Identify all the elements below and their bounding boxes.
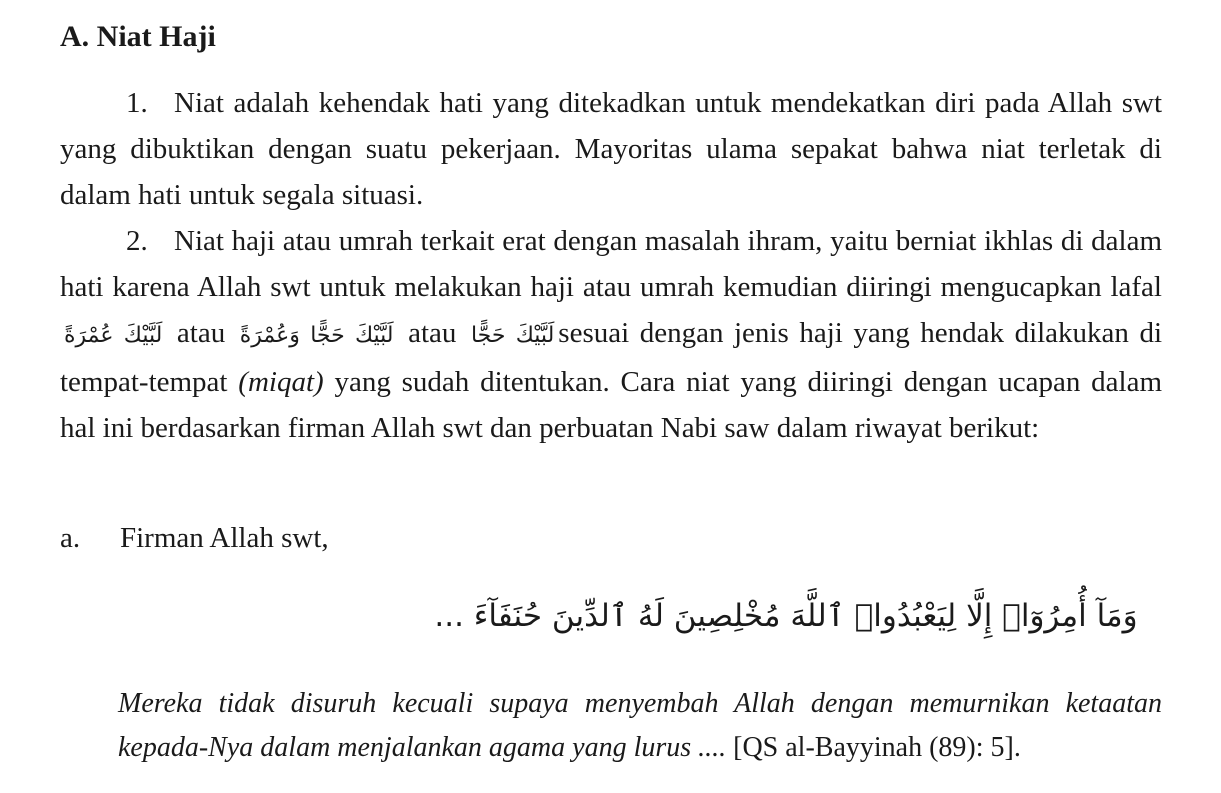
conjunction-2: atau [408,317,457,349]
paragraph-2-text-a: Niat haji atau umrah terkait erat dengan masalah ihram, yaitu berniat ikhlas di dalam hati karena Allah swt untuk melakukan haji atau umrah kemudian diiringi mengucapkan lafal [60,225,1162,303]
subpoint-a [60,522,329,555]
verse-translation [118,682,1162,770]
miqat-term: (miqat) [238,366,324,398]
subpoint-a-text: Firman Allah swt, [120,522,329,554]
paragraph-2-number: 2. [126,225,148,257]
paragraph-1 [60,80,1162,218]
paragraph-2-text-b: sesuai dengan jenis haji yang hendak dilakukan di tempat-tempat [60,317,1163,398]
subpoint-a-letter: a. [60,522,81,554]
translation-text: Mereka tidak disuruh kecuali supaya menyembah Allah dengan memurnikan ketaatan kepada-Nya dalam menjalankan agama yang lurus .... [118,688,1162,763]
lafal-umrah: لَبَّيْكَ عُمْرَةً [64,323,163,348]
paragraph-2 [60,218,1162,451]
translation-citation: [QS al-Bayyinah (89): 5]. [733,732,1021,763]
lafal-haji-umrah: لَبَّيْكَ حَجًّا وَعُمْرَةً [239,323,394,348]
lafal-haji: لَبَّيْكَ حَجًّا [470,323,555,348]
quran-verse: وَمَآ أُمِرُوٓا۟ إِلَّا لِيَعْبُدُوا۟ ٱللَّهَ مُخْلِصِينَ لَهُ ٱلدِّينَ حُنَفَآءَ ... [434,598,1138,634]
section-heading: A. Niat Haji [60,20,216,53]
conjunction-1: atau [176,317,226,349]
paragraph-2-text-c: yang sudah ditentukan. Cara niat yang diiringi dengan ucapan dalam hal ini berdasarkan firman Allah swt dan perbuatan Nabi saw dalam riwayat berikut: [60,366,1162,444]
paragraph-1-number: 1. [126,87,148,119]
paragraph-1-text: Niat adalah kehendak hati yang ditekadkan untuk mendekatkan diri pada Allah swt yang dibuktikan dengan suatu pekerjaan. Mayoritas ulama sepakat bahwa niat terletak di dalam hati untuk segala situasi. [60,87,1162,211]
